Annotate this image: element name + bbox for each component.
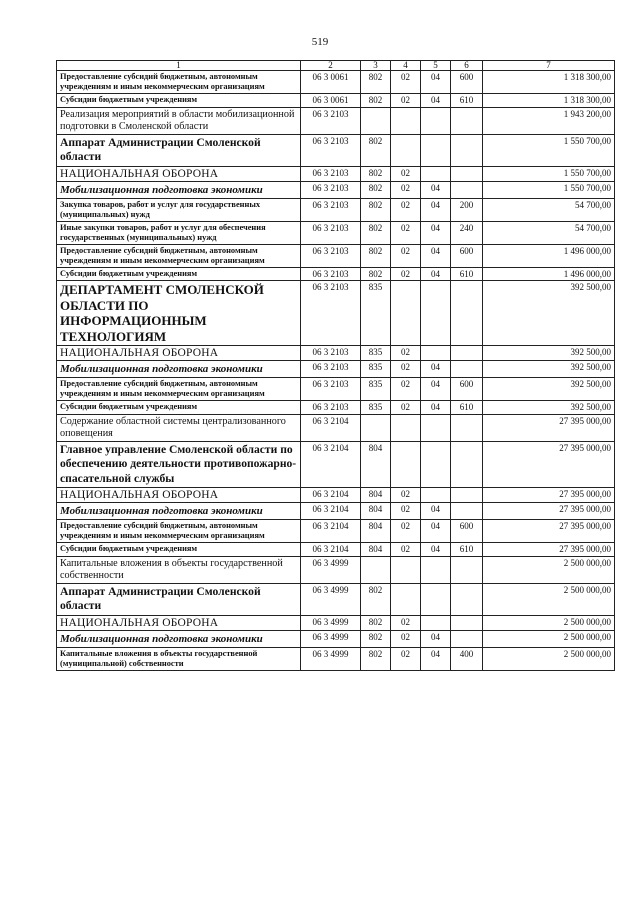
amount-cell: 1 550 700,00 <box>483 181 615 198</box>
header-col-4: 4 <box>391 61 421 71</box>
target-code-cell: 06 3 2103 <box>301 267 361 281</box>
subsection-cell: 04 <box>421 647 451 670</box>
row-name-cell: Предоставление субсидий бюджетным, автономным учреждениям и иным некоммерческим организациям <box>57 378 301 401</box>
grbs-cell: 802 <box>361 583 391 615</box>
target-code-cell: 06 3 4999 <box>301 556 361 583</box>
section-cell: 02 <box>391 401 421 415</box>
page-number: 519 <box>311 36 329 48</box>
table-row <box>57 520 615 543</box>
expense-type-cell <box>451 556 483 583</box>
table-row <box>57 414 615 441</box>
target-code-cell: 06 3 4999 <box>301 583 361 615</box>
subsection-cell <box>421 107 451 134</box>
section-cell: 02 <box>391 198 421 221</box>
table-row <box>57 503 615 520</box>
target-code-cell: 06 3 2104 <box>301 520 361 543</box>
target-code-cell: 06 3 2103 <box>301 361 361 378</box>
target-code-cell: 06 3 0061 <box>301 94 361 108</box>
expense-type-cell <box>451 441 483 488</box>
table-row <box>57 346 615 361</box>
header-col-6: 6 <box>451 61 483 71</box>
subsection-cell <box>421 134 451 166</box>
section-cell: 02 <box>391 543 421 557</box>
row-name-cell: Аппарат Администрации Смоленской области <box>57 583 301 615</box>
grbs-cell: 804 <box>361 520 391 543</box>
target-code-cell: 06 3 2103 <box>301 401 361 415</box>
table-row <box>57 441 615 488</box>
amount-cell: 27 395 000,00 <box>483 520 615 543</box>
subsection-cell: 04 <box>421 503 451 520</box>
amount-cell: 27 395 000,00 <box>483 488 615 503</box>
subsection-cell <box>421 441 451 488</box>
expense-type-cell <box>451 630 483 647</box>
expense-type-cell: 600 <box>451 71 483 94</box>
table-body <box>57 71 615 671</box>
expense-type-cell <box>451 181 483 198</box>
amount-cell: 392 500,00 <box>483 281 615 346</box>
amount-cell: 1 550 700,00 <box>483 166 615 181</box>
table-row <box>57 583 615 615</box>
row-name-cell: НАЦИОНАЛЬНАЯ ОБОРОНА <box>57 488 301 503</box>
section-cell: 02 <box>391 488 421 503</box>
expense-type-cell: 610 <box>451 94 483 108</box>
subsection-cell: 04 <box>421 520 451 543</box>
grbs-cell: 804 <box>361 503 391 520</box>
table-row <box>57 166 615 181</box>
amount-cell: 392 500,00 <box>483 361 615 378</box>
row-name-cell: НАЦИОНАЛЬНАЯ ОБОРОНА <box>57 166 301 181</box>
row-name-cell: Субсидии бюджетным учреждениям <box>57 543 301 557</box>
section-cell: 02 <box>391 267 421 281</box>
amount-cell: 2 500 000,00 <box>483 583 615 615</box>
row-name-cell: Мобилизационная подготовка экономики <box>57 181 301 198</box>
subsection-cell: 04 <box>421 361 451 378</box>
subsection-cell: 04 <box>421 94 451 108</box>
expense-type-cell: 600 <box>451 520 483 543</box>
subsection-cell: 04 <box>421 401 451 415</box>
subsection-cell <box>421 281 451 346</box>
table-row <box>57 181 615 198</box>
header-col-1: 1 <box>57 61 301 71</box>
target-code-cell: 06 3 2103 <box>301 346 361 361</box>
amount-cell: 27 395 000,00 <box>483 441 615 488</box>
row-name-cell: Мобилизационная подготовка экономики <box>57 361 301 378</box>
amount-cell: 1 943 200,00 <box>483 107 615 134</box>
grbs-cell: 802 <box>361 134 391 166</box>
section-cell: 02 <box>391 346 421 361</box>
table-header-row <box>57 61 615 71</box>
row-name-cell: Мобилизационная подготовка экономики <box>57 630 301 647</box>
subsection-cell: 04 <box>421 71 451 94</box>
table-row <box>57 267 615 281</box>
expense-type-cell <box>451 503 483 520</box>
subsection-cell <box>421 615 451 630</box>
amount-cell: 1 318 300,00 <box>483 94 615 108</box>
target-code-cell: 06 3 2103 <box>301 166 361 181</box>
section-cell: 02 <box>391 181 421 198</box>
grbs-cell: 835 <box>361 401 391 415</box>
table-row <box>57 281 615 346</box>
header-col-5: 5 <box>421 61 451 71</box>
row-name-cell: НАЦИОНАЛЬНАЯ ОБОРОНА <box>57 346 301 361</box>
amount-cell: 1 318 300,00 <box>483 71 615 94</box>
target-code-cell: 06 3 2103 <box>301 281 361 346</box>
table-row <box>57 361 615 378</box>
grbs-cell: 835 <box>361 281 391 346</box>
row-name-cell: Субсидии бюджетным учреждениям <box>57 267 301 281</box>
row-name-cell: Субсидии бюджетным учреждениям <box>57 401 301 415</box>
subsection-cell <box>421 583 451 615</box>
grbs-cell: 802 <box>361 71 391 94</box>
table-row <box>57 198 615 221</box>
amount-cell: 27 395 000,00 <box>483 414 615 441</box>
row-name-cell: Мобилизационная подготовка экономики <box>57 503 301 520</box>
section-cell <box>391 281 421 346</box>
target-code-cell: 06 3 2103 <box>301 221 361 244</box>
subsection-cell <box>421 166 451 181</box>
subsection-cell: 04 <box>421 198 451 221</box>
table-row <box>57 556 615 583</box>
section-cell <box>391 134 421 166</box>
row-name-cell: НАЦИОНАЛЬНАЯ ОБОРОНА <box>57 615 301 630</box>
subsection-cell: 04 <box>421 630 451 647</box>
grbs-cell: 802 <box>361 181 391 198</box>
amount-cell: 392 500,00 <box>483 378 615 401</box>
target-code-cell: 06 3 2103 <box>301 107 361 134</box>
section-cell <box>391 414 421 441</box>
grbs-cell: 835 <box>361 346 391 361</box>
target-code-cell: 06 3 2104 <box>301 503 361 520</box>
table-row <box>57 401 615 415</box>
grbs-cell <box>361 556 391 583</box>
table-row <box>57 543 615 557</box>
target-code-cell: 06 3 4999 <box>301 647 361 670</box>
row-name-cell: Реализация мероприятий в области мобилизационной подготовки в Смоленской области <box>57 107 301 134</box>
subsection-cell: 04 <box>421 267 451 281</box>
grbs-cell: 802 <box>361 166 391 181</box>
subsection-cell: 04 <box>421 378 451 401</box>
subsection-cell: 04 <box>421 181 451 198</box>
target-code-cell: 06 3 2104 <box>301 414 361 441</box>
grbs-cell: 802 <box>361 221 391 244</box>
section-cell: 02 <box>391 221 421 244</box>
grbs-cell: 804 <box>361 488 391 503</box>
target-code-cell: 06 3 2104 <box>301 543 361 557</box>
header-col-3: 3 <box>361 61 391 71</box>
expense-type-cell <box>451 107 483 134</box>
table-row <box>57 107 615 134</box>
grbs-cell: 802 <box>361 267 391 281</box>
expense-type-cell <box>451 166 483 181</box>
subsection-cell: 04 <box>421 543 451 557</box>
amount-cell: 2 500 000,00 <box>483 615 615 630</box>
grbs-cell: 835 <box>361 378 391 401</box>
subsection-cell <box>421 346 451 361</box>
header-col-2: 2 <box>301 61 361 71</box>
target-code-cell: 06 3 2103 <box>301 378 361 401</box>
expense-type-cell <box>451 414 483 441</box>
table-row <box>57 71 615 94</box>
grbs-cell <box>361 414 391 441</box>
amount-cell: 1 496 000,00 <box>483 267 615 281</box>
row-name-cell: Предоставление субсидий бюджетным, автономным учреждениям и иным некоммерческим организациям <box>57 71 301 94</box>
row-name-cell: Аппарат Администрации Смоленской области <box>57 134 301 166</box>
expense-type-cell <box>451 361 483 378</box>
section-cell: 02 <box>391 94 421 108</box>
table-row <box>57 221 615 244</box>
expense-type-cell: 600 <box>451 378 483 401</box>
subsection-cell <box>421 414 451 441</box>
section-cell: 02 <box>391 520 421 543</box>
section-cell <box>391 583 421 615</box>
target-code-cell: 06 3 2104 <box>301 441 361 488</box>
row-name-cell: ДЕПАРТАМЕНТ СМОЛЕНСКОЙ ОБЛАСТИ ПО ИНФОРМАЦИОННЫМ ТЕХНОЛОГИЯМ <box>57 281 301 346</box>
expense-type-cell <box>451 583 483 615</box>
section-cell: 02 <box>391 503 421 520</box>
amount-cell: 2 500 000,00 <box>483 647 615 670</box>
grbs-cell: 804 <box>361 441 391 488</box>
grbs-cell: 802 <box>361 244 391 267</box>
expense-type-cell: 400 <box>451 647 483 670</box>
budget-table <box>56 60 615 671</box>
section-cell: 02 <box>391 244 421 267</box>
expense-type-cell: 240 <box>451 221 483 244</box>
target-code-cell: 06 3 2103 <box>301 134 361 166</box>
amount-cell: 27 395 000,00 <box>483 543 615 557</box>
amount-cell: 1 496 000,00 <box>483 244 615 267</box>
row-name-cell: Предоставление субсидий бюджетным, автономным учреждениям и иным некоммерческим организациям <box>57 244 301 267</box>
grbs-cell: 802 <box>361 94 391 108</box>
section-cell: 02 <box>391 615 421 630</box>
row-name-cell: Капитальные вложения в объекты государственной (муниципальной) собственности <box>57 647 301 670</box>
row-name-cell: Иные закупки товаров, работ и услуг для обеспечения государственных (муниципальных) нужд <box>57 221 301 244</box>
expense-type-cell: 600 <box>451 244 483 267</box>
section-cell: 02 <box>391 630 421 647</box>
target-code-cell: 06 3 2103 <box>301 244 361 267</box>
grbs-cell <box>361 107 391 134</box>
table-row <box>57 244 615 267</box>
section-cell <box>391 556 421 583</box>
expense-type-cell: 610 <box>451 267 483 281</box>
section-cell: 02 <box>391 378 421 401</box>
section-cell <box>391 107 421 134</box>
expense-type-cell <box>451 134 483 166</box>
table-row <box>57 615 615 630</box>
amount-cell: 54 700,00 <box>483 198 615 221</box>
row-name-cell: Главное управление Смоленской области по обеспечению деятельности противопожарно-спасательной службы <box>57 441 301 488</box>
table-row <box>57 134 615 166</box>
row-name-cell: Содержание областной системы централизованного оповещения <box>57 414 301 441</box>
expense-type-cell: 200 <box>451 198 483 221</box>
amount-cell: 392 500,00 <box>483 401 615 415</box>
amount-cell: 54 700,00 <box>483 221 615 244</box>
amount-cell: 2 500 000,00 <box>483 556 615 583</box>
section-cell: 02 <box>391 166 421 181</box>
row-name-cell: Закупка товаров, работ и услуг для государственных (муниципальных) нужд <box>57 198 301 221</box>
amount-cell: 27 395 000,00 <box>483 503 615 520</box>
table-row <box>57 378 615 401</box>
table-row <box>57 488 615 503</box>
row-name-cell: Капитальные вложения в объекты государственной собственности <box>57 556 301 583</box>
header-col-7: 7 <box>483 61 615 71</box>
grbs-cell: 802 <box>361 630 391 647</box>
target-code-cell: 06 3 2104 <box>301 488 361 503</box>
row-name-cell: Предоставление субсидий бюджетным, автономным учреждениям и иным некоммерческим организациям <box>57 520 301 543</box>
amount-cell: 392 500,00 <box>483 346 615 361</box>
section-cell <box>391 441 421 488</box>
expense-type-cell <box>451 615 483 630</box>
target-code-cell: 06 3 4999 <box>301 615 361 630</box>
amount-cell: 2 500 000,00 <box>483 630 615 647</box>
subsection-cell: 04 <box>421 244 451 267</box>
subsection-cell <box>421 488 451 503</box>
target-code-cell: 06 3 4999 <box>301 630 361 647</box>
target-code-cell: 06 3 2103 <box>301 181 361 198</box>
table-row <box>57 647 615 670</box>
grbs-cell: 802 <box>361 198 391 221</box>
expense-type-cell <box>451 488 483 503</box>
expense-type-cell: 610 <box>451 543 483 557</box>
row-name-cell: Субсидии бюджетным учреждениям <box>57 94 301 108</box>
grbs-cell: 802 <box>361 615 391 630</box>
table-row <box>57 94 615 108</box>
grbs-cell: 804 <box>361 543 391 557</box>
subsection-cell <box>421 556 451 583</box>
table-row <box>57 630 615 647</box>
amount-cell: 1 550 700,00 <box>483 134 615 166</box>
target-code-cell: 06 3 0061 <box>301 71 361 94</box>
grbs-cell: 802 <box>361 647 391 670</box>
subsection-cell: 04 <box>421 221 451 244</box>
expense-type-cell <box>451 281 483 346</box>
expense-type-cell <box>451 346 483 361</box>
section-cell: 02 <box>391 361 421 378</box>
section-cell: 02 <box>391 647 421 670</box>
grbs-cell: 835 <box>361 361 391 378</box>
section-cell: 02 <box>391 71 421 94</box>
target-code-cell: 06 3 2103 <box>301 198 361 221</box>
expense-type-cell: 610 <box>451 401 483 415</box>
